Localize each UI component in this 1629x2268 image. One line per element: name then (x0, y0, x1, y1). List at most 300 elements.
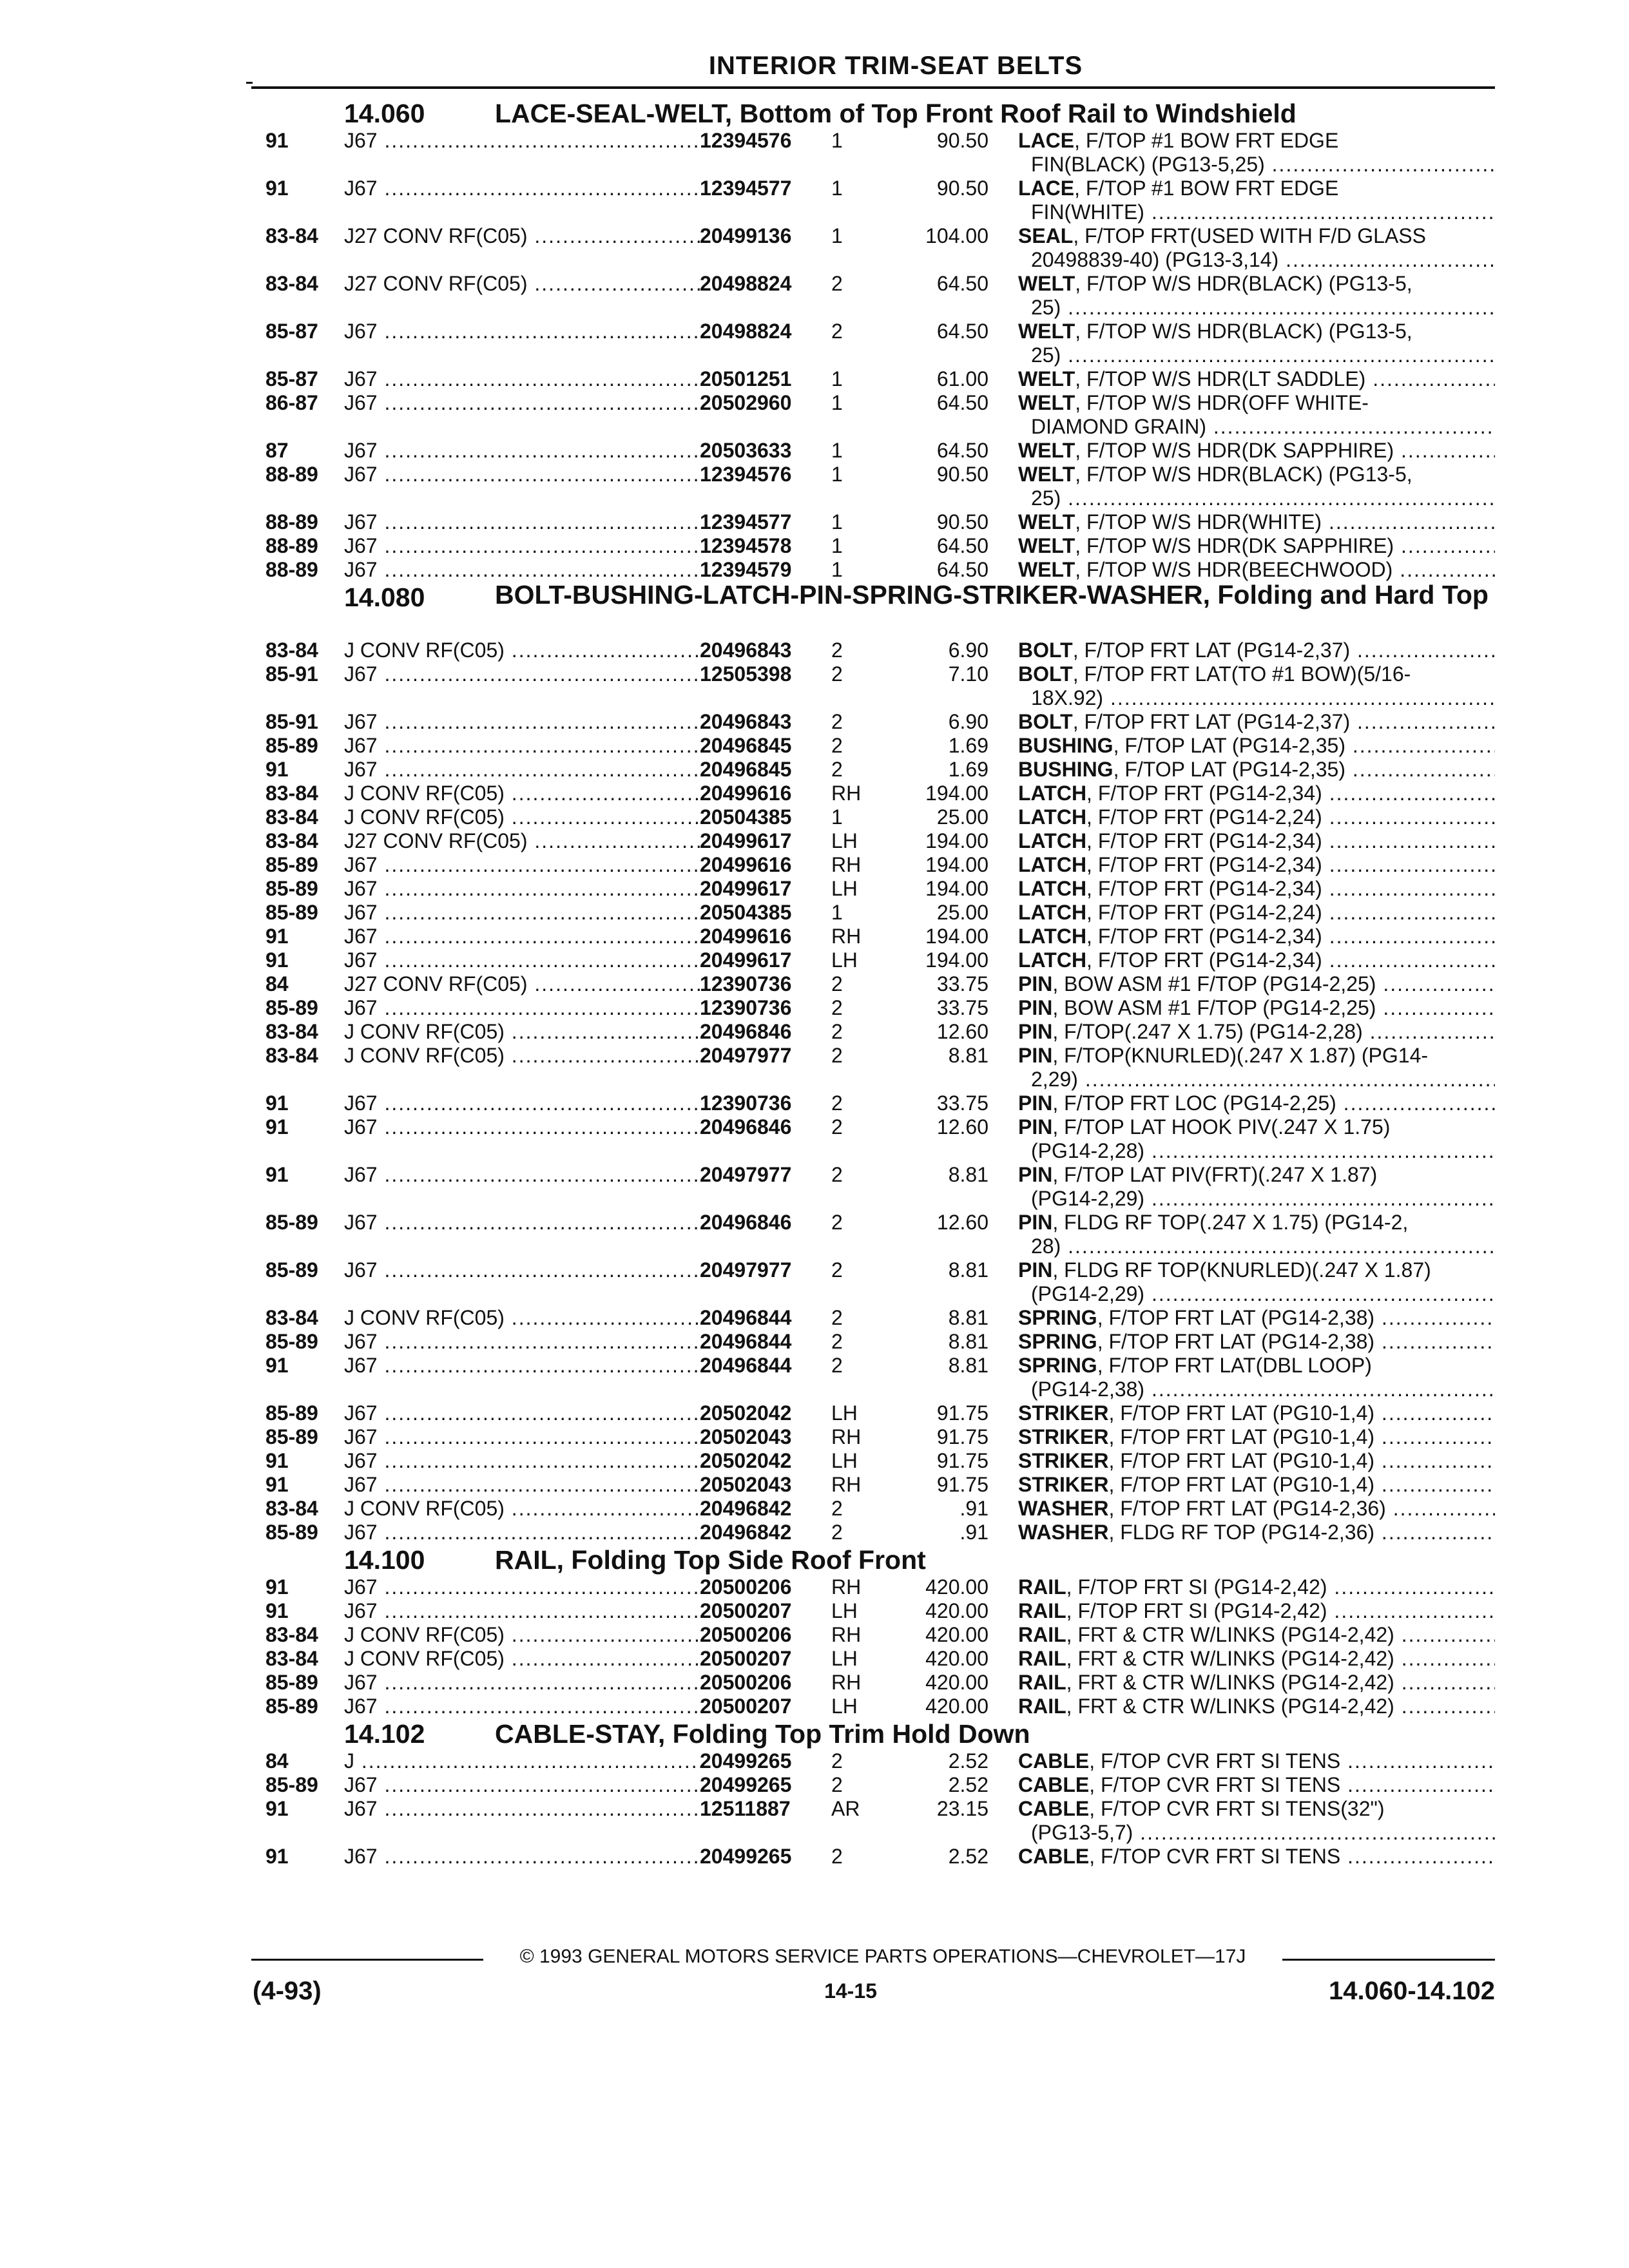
row-year: 84 (265, 972, 289, 995)
row-description (1018, 534, 1495, 558)
row-part-number: 20498824 (700, 320, 792, 343)
row-model: J67 ..... (344, 1091, 705, 1115)
row-year: 88-89 (265, 510, 318, 533)
row-part-name: STRIKER (1018, 1449, 1109, 1472)
row-quantity: 2 (831, 1845, 843, 1868)
row-model: J67 ..... (344, 710, 705, 734)
row-quantity: RH (831, 782, 862, 805)
table-row (260, 1044, 1504, 1091)
row-part-name: WELT (1018, 510, 1075, 533)
row-model: J67 ..... (344, 1695, 705, 1718)
section-title: LACE-SEAL-WELT, Bottom of Top Front Roof Rail to Windshield (495, 99, 1296, 128)
row-description-continued: (PG14-2,38) ..... (1031, 1378, 1495, 1401)
row-description (1018, 829, 1495, 853)
row-description-text: , FRT & CTR W/LINKS (PG14-2,42) (1066, 1671, 1394, 1694)
row-description (1018, 1330, 1495, 1354)
row-description-continued: FIN(WHITE) ..... (1031, 200, 1495, 224)
row-description (1018, 558, 1495, 582)
table-row (260, 439, 1504, 463)
row-description (1018, 1749, 1495, 1773)
row-model: J67 ..... (344, 1211, 705, 1235)
row-quantity: RH (831, 1575, 862, 1599)
table-row (260, 367, 1504, 391)
table-row (260, 1575, 1504, 1599)
footer-copyright: © 1993 GENERAL MOTORS SERVICE PARTS OPERATIONS—CHEVROLET—17J (519, 1946, 1246, 1967)
row-year: 83-84 (265, 1647, 318, 1670)
table-row (260, 782, 1504, 805)
row-part-name: RAIL (1018, 1599, 1066, 1622)
table-row (260, 1773, 1504, 1797)
section-number: 14.060 (344, 99, 425, 128)
row-quantity: 1 (831, 534, 843, 557)
row-quantity: 1 (831, 439, 843, 462)
row-part-name: SEAL (1018, 224, 1074, 247)
row-model: J67 ..... (344, 534, 705, 558)
row-description (1018, 1449, 1495, 1473)
row-part-name: PIN (1018, 1211, 1053, 1234)
row-price: 194.00 (925, 853, 988, 876)
row-description (1018, 782, 1495, 805)
row-part-name: BUSHING (1018, 758, 1113, 781)
row-description (1018, 1671, 1495, 1695)
row-model: J67 ..... (344, 1258, 705, 1282)
row-description-text: , F/TOP FRT(USED WITH F/D GLASS (1073, 224, 1426, 247)
section-title: RAIL, Folding Top Side Roof Front (495, 1545, 926, 1575)
row-quantity: RH (831, 853, 862, 876)
row-part-name: RAIL (1018, 1671, 1066, 1694)
header-tick (246, 82, 253, 84)
row-quantity: 2 (831, 1020, 843, 1043)
table-row (260, 1749, 1504, 1773)
row-quantity: 1 (831, 177, 843, 200)
row-price: 8.81 (948, 1330, 988, 1353)
row-price: 420.00 (925, 1647, 988, 1670)
row-description (1018, 510, 1495, 534)
row-description (1018, 1401, 1495, 1425)
row-description (1018, 177, 1495, 200)
table-row (260, 1623, 1504, 1647)
row-quantity: LH (831, 829, 858, 852)
row-part-name: STRIKER (1018, 1473, 1109, 1496)
row-model: J67 ..... (344, 877, 705, 901)
row-price: 420.00 (925, 1623, 988, 1646)
table-row (260, 224, 1504, 272)
row-part-number: 20500206 (700, 1671, 792, 1694)
section-number: 14.102 (344, 1719, 425, 1749)
row-description (1018, 1497, 1495, 1521)
row-part-number: 20504385 (700, 805, 792, 829)
row-description-text: , F/TOP FRT (PG14-2,34) (1086, 877, 1322, 900)
row-part-number: 20496842 (700, 1521, 792, 1544)
row-part-name: WELT (1018, 367, 1075, 390)
row-part-name: STRIKER (1018, 1401, 1109, 1425)
row-description-continued: (PG14-2,28) ..... (1031, 1139, 1495, 1163)
row-year: 87 (265, 439, 289, 462)
table-row (260, 1115, 1504, 1163)
row-description (1018, 1575, 1495, 1599)
row-part-number: 20502042 (700, 1449, 792, 1472)
row-quantity: RH (831, 1473, 862, 1496)
row-model: J67 ..... (344, 901, 705, 925)
row-year: 91 (265, 925, 289, 948)
row-description (1018, 1521, 1495, 1544)
row-part-name: LATCH (1018, 829, 1087, 852)
row-price: 194.00 (925, 948, 988, 972)
row-price: 61.00 (936, 367, 988, 390)
row-quantity: 2 (831, 1258, 843, 1282)
row-quantity: LH (831, 1695, 858, 1718)
table-row (260, 639, 1504, 662)
row-part-name: LATCH (1018, 782, 1087, 805)
section-heading (260, 98, 1504, 129)
row-description-text: , BOW ASM #1 F/TOP (PG14-2,25) (1052, 996, 1376, 1019)
row-part-name: LATCH (1018, 805, 1087, 829)
row-model: J67 ..... (344, 1845, 705, 1869)
row-year: 85-89 (265, 1521, 318, 1544)
row-price: .91 (959, 1497, 988, 1520)
row-part-name: LATCH (1018, 901, 1087, 924)
footer-rule-left (251, 1959, 483, 1961)
table-row (260, 534, 1504, 558)
row-price: 2.52 (948, 1845, 988, 1868)
row-model: J67 ..... (344, 1575, 705, 1599)
row-part-name: CABLE (1018, 1797, 1090, 1820)
row-year: 91 (265, 1797, 289, 1820)
row-part-number: 20496844 (700, 1306, 792, 1329)
row-quantity: 2 (831, 1091, 843, 1115)
row-price: 6.90 (948, 710, 988, 733)
row-part-number: 20496842 (700, 1497, 792, 1520)
row-year: 83-84 (265, 829, 318, 852)
row-price: 33.75 (936, 972, 988, 995)
row-part-name: CABLE (1018, 1749, 1090, 1773)
row-year: 91 (265, 1115, 289, 1139)
row-part-name: WASHER (1018, 1521, 1109, 1544)
row-model: J67 ..... (344, 1115, 705, 1139)
row-description-continued: (PG14-2,29) ..... (1031, 1187, 1495, 1211)
row-year: 85-89 (265, 1211, 318, 1234)
table-row (260, 1671, 1504, 1695)
row-quantity: 2 (831, 1163, 843, 1186)
row-part-number: 12394577 (700, 177, 792, 200)
table-row (260, 1354, 1504, 1401)
row-description (1018, 1797, 1495, 1821)
table-row (260, 1330, 1504, 1354)
section-number: 14.100 (344, 1545, 425, 1575)
row-year: 91 (265, 1599, 289, 1622)
row-description (1018, 1115, 1495, 1139)
row-description (1018, 439, 1495, 463)
row-year: 85-89 (265, 734, 318, 757)
row-description-text: , F/TOP FRT LAT (PG14-2,37) (1072, 639, 1351, 662)
row-description-text: , F/TOP #1 BOW FRT EDGE (1074, 177, 1339, 200)
row-quantity: 2 (831, 1211, 843, 1234)
row-description-text: , F/TOP FRT (PG14-2,24) (1086, 805, 1322, 829)
row-part-name: PIN (1018, 972, 1053, 995)
table-row (260, 805, 1504, 829)
row-description (1018, 1647, 1495, 1671)
row-description-text: , FRT & CTR W/LINKS (PG14-2,42) (1066, 1647, 1394, 1670)
table-row (260, 1091, 1504, 1115)
row-quantity: 2 (831, 710, 843, 733)
row-year: 85-87 (265, 367, 318, 390)
row-description (1018, 710, 1495, 734)
row-price: 33.75 (936, 1091, 988, 1115)
row-part-number: 20504385 (700, 901, 792, 924)
row-description (1018, 996, 1495, 1020)
row-year: 86-87 (265, 391, 318, 414)
parts-listing (260, 98, 1504, 1869)
row-description (1018, 1354, 1495, 1378)
row-part-number: 20496843 (700, 639, 792, 662)
row-description (1018, 129, 1495, 153)
row-part-number: 20501251 (700, 367, 792, 390)
row-part-number: 20496844 (700, 1330, 792, 1353)
row-model: J27 CONV RF(C05) ..... (344, 972, 705, 996)
row-description-text: , FLDG RF TOP(KNURLED)(.247 X 1.87) (1052, 1258, 1431, 1282)
table-row (260, 901, 1504, 925)
row-part-number: 20496846 (700, 1020, 792, 1043)
row-description (1018, 1845, 1495, 1869)
row-description (1018, 1599, 1495, 1623)
row-part-name: WELT (1018, 439, 1075, 462)
table-row (260, 1020, 1504, 1044)
row-year: 85-91 (265, 710, 318, 733)
row-year: 88-89 (265, 534, 318, 557)
section-title: CABLE-STAY, Folding Top Trim Hold Down (495, 1719, 1030, 1749)
row-price: 91.75 (936, 1425, 988, 1448)
row-part-name: PIN (1018, 996, 1053, 1019)
table-row (260, 948, 1504, 972)
row-description (1018, 1695, 1495, 1718)
row-price: 104.00 (925, 224, 988, 247)
row-part-name: WELT (1018, 391, 1075, 414)
row-part-number: 20499265 (700, 1773, 792, 1796)
row-price: 91.75 (936, 1449, 988, 1472)
row-description (1018, 1773, 1495, 1797)
row-model: J CONV RF(C05) ..... (344, 805, 705, 829)
table-row (260, 662, 1504, 710)
row-part-number: 20500207 (700, 1695, 792, 1718)
table-row (260, 510, 1504, 534)
row-part-name: LACE (1018, 129, 1075, 152)
row-description-continued: 25) ..... (1031, 343, 1495, 367)
row-part-number: 20502960 (700, 391, 792, 414)
row-model: J67 ..... (344, 1671, 705, 1695)
row-model: J67 ..... (344, 367, 705, 391)
row-year: 83-84 (265, 1623, 318, 1646)
row-quantity: 2 (831, 1330, 843, 1353)
row-model: J27 CONV RF(C05) ..... (344, 224, 705, 248)
row-part-number: 20500207 (700, 1599, 792, 1622)
row-part-number: 20499616 (700, 925, 792, 948)
row-price: 91.75 (936, 1401, 988, 1425)
row-quantity: LH (831, 948, 858, 972)
row-part-name: SPRING (1018, 1354, 1097, 1377)
row-year: 88-89 (265, 558, 318, 581)
row-part-number: 20496845 (700, 734, 792, 757)
row-price: 420.00 (925, 1671, 988, 1694)
row-part-number: 20497977 (700, 1258, 792, 1282)
row-price: 90.50 (936, 463, 988, 486)
row-description (1018, 662, 1495, 686)
row-price: 8.81 (948, 1306, 988, 1329)
row-price: 12.60 (936, 1020, 988, 1043)
row-description (1018, 391, 1495, 415)
row-description-text: , FRT & CTR W/LINKS (PG14-2,42) (1066, 1623, 1394, 1646)
row-quantity: 1 (831, 463, 843, 486)
row-year: 85-89 (265, 877, 318, 900)
row-description-continued: DIAMOND GRAIN) ..... (1031, 415, 1495, 439)
table-row (260, 1211, 1504, 1258)
row-description (1018, 901, 1495, 925)
section-heading (260, 1718, 1504, 1749)
row-quantity: 1 (831, 901, 843, 924)
row-year: 85-89 (265, 1773, 318, 1796)
row-description-text: , F/TOP W/S HDR(BEECHWOOD) (1075, 558, 1393, 581)
row-part-name: WELT (1018, 463, 1075, 486)
row-year: 85-89 (265, 1695, 318, 1718)
row-part-number: 12394576 (700, 463, 792, 486)
row-quantity: 2 (831, 996, 843, 1019)
row-year: 83-84 (265, 1044, 318, 1067)
row-model: J CONV RF(C05) ..... (344, 1020, 705, 1044)
row-description (1018, 463, 1495, 486)
section-title: BOLT-BUSHING-LATCH-PIN-SPRING-STRIKER-WASHER, Folding and Hard Top (495, 580, 1489, 610)
row-quantity: 1 (831, 367, 843, 390)
row-description-continued: 28) ..... (1031, 1235, 1495, 1258)
row-part-name: BOLT (1018, 710, 1073, 733)
row-price: 420.00 (925, 1695, 988, 1718)
row-model: J CONV RF(C05) ..... (344, 1623, 705, 1647)
row-description (1018, 1258, 1495, 1282)
table-row (260, 1258, 1504, 1306)
row-part-name: STRIKER (1018, 1425, 1109, 1448)
row-price: 23.15 (936, 1797, 988, 1820)
row-description (1018, 758, 1495, 782)
row-part-number: 20497977 (700, 1163, 792, 1186)
row-year: 85-89 (265, 996, 318, 1019)
row-price: 33.75 (936, 996, 988, 1019)
row-part-number: 20502043 (700, 1473, 792, 1496)
row-description (1018, 1306, 1495, 1330)
row-description-text: , F/TOP CVR FRT SI TENS(32") (1089, 1797, 1385, 1820)
row-description (1018, 1020, 1495, 1044)
table-row (260, 558, 1504, 582)
row-year: 91 (265, 129, 289, 152)
row-year: 83-84 (265, 1497, 318, 1520)
row-description-text: , F/TOP FRT (PG14-2,34) (1086, 925, 1322, 948)
row-description-text: , F/TOP FRT LAT (PG10-1,4) (1108, 1449, 1375, 1472)
header-rule (251, 86, 1495, 89)
row-description (1018, 805, 1495, 829)
row-description-continued: FIN(BLACK) (PG13-5,25) ..... (1031, 153, 1495, 177)
row-model: J67 ..... (344, 1330, 705, 1354)
row-part-number: 20500206 (700, 1575, 792, 1599)
row-description-text: , F/TOP(.247 X 1.75) (PG14-2,28) (1052, 1020, 1363, 1043)
row-part-number: 12390736 (700, 996, 792, 1019)
table-row (260, 877, 1504, 901)
row-description-text: , F/TOP FRT (PG14-2,34) (1086, 782, 1322, 805)
row-part-name: WASHER (1018, 1497, 1109, 1520)
row-price: 194.00 (925, 925, 988, 948)
row-year: 83-84 (265, 272, 318, 295)
footer-date: (4-93) (253, 1977, 322, 2005)
table-row (260, 853, 1504, 877)
table-row (260, 1647, 1504, 1671)
row-part-number: 12390736 (700, 972, 792, 995)
row-year: 83-84 (265, 805, 318, 829)
row-model: J67 ..... (344, 1163, 705, 1187)
row-year: 91 (265, 177, 289, 200)
row-model: J CONV RF(C05) ..... (344, 1306, 705, 1330)
table-row (260, 320, 1504, 367)
row-price: 194.00 (925, 877, 988, 900)
row-description-text: , F/TOP FRT LAT (PG10-1,4) (1108, 1473, 1375, 1496)
row-quantity: 2 (831, 734, 843, 757)
row-part-name: PIN (1018, 1258, 1053, 1282)
row-description-text: , F/TOP W/S HDR(BLACK) (PG13-5, (1075, 320, 1412, 343)
row-model: J67 ..... (344, 439, 705, 463)
row-price: 90.50 (936, 129, 988, 152)
row-price: 12.60 (936, 1211, 988, 1234)
table-row (260, 734, 1504, 758)
table-row (260, 710, 1504, 734)
row-model: J67 ..... (344, 510, 705, 534)
row-year: 91 (265, 1575, 289, 1599)
row-year: 85-89 (265, 1401, 318, 1425)
row-part-number: 20496843 (700, 710, 792, 733)
row-quantity: RH (831, 1623, 862, 1646)
row-part-number: 12511887 (700, 1797, 791, 1820)
row-quantity: AR (831, 1797, 860, 1820)
row-description-continued: (PG14-2,29) ..... (1031, 1282, 1495, 1306)
row-description-text: , F/TOP W/S HDR(BLACK) (PG13-5, (1075, 463, 1412, 486)
row-model: J67 ..... (344, 320, 705, 343)
row-quantity: 1 (831, 805, 843, 829)
row-description-continued: 20498839-40) (PG13-3,14) ..... (1031, 248, 1495, 272)
row-part-name: WELT (1018, 558, 1075, 581)
row-model: J67 ..... (344, 558, 705, 582)
row-description-continued: 2,29) ..... (1031, 1068, 1495, 1091)
row-description-text: , F/TOP FRT SI (PG14-2,42) (1066, 1575, 1327, 1599)
footer-rule-right (1282, 1959, 1495, 1961)
table-row (260, 1497, 1504, 1521)
row-description-text: , FRT & CTR W/LINKS (PG14-2,42) (1066, 1695, 1394, 1718)
row-part-number: 20499136 (700, 224, 792, 247)
row-model: J67 ..... (344, 1473, 705, 1497)
row-model: J67 ..... (344, 391, 705, 415)
row-model: J67 ..... (344, 948, 705, 972)
row-part-name: SPRING (1018, 1306, 1097, 1329)
row-part-number: 20499617 (700, 948, 792, 972)
row-part-name: PIN (1018, 1163, 1053, 1186)
row-model: J CONV RF(C05) ..... (344, 1497, 705, 1521)
row-model: J67 ..... (344, 1773, 705, 1797)
row-description-text: , F/TOP W/S HDR(DK SAPPHIRE) (1075, 534, 1394, 557)
row-description-text: , F/TOP W/S HDR(WHITE) (1075, 510, 1322, 533)
row-price: 194.00 (925, 829, 988, 852)
row-description-text: , F/TOP FRT SI (PG14-2,42) (1066, 1599, 1327, 1622)
row-quantity: 2 (831, 1773, 843, 1796)
row-part-number: 20496846 (700, 1115, 792, 1139)
row-part-name: RAIL (1018, 1575, 1066, 1599)
row-year: 85-89 (265, 901, 318, 924)
row-part-name: WELT (1018, 320, 1075, 343)
row-price: 8.81 (948, 1044, 988, 1067)
row-quantity: 1 (831, 558, 843, 581)
row-quantity: 1 (831, 510, 843, 533)
